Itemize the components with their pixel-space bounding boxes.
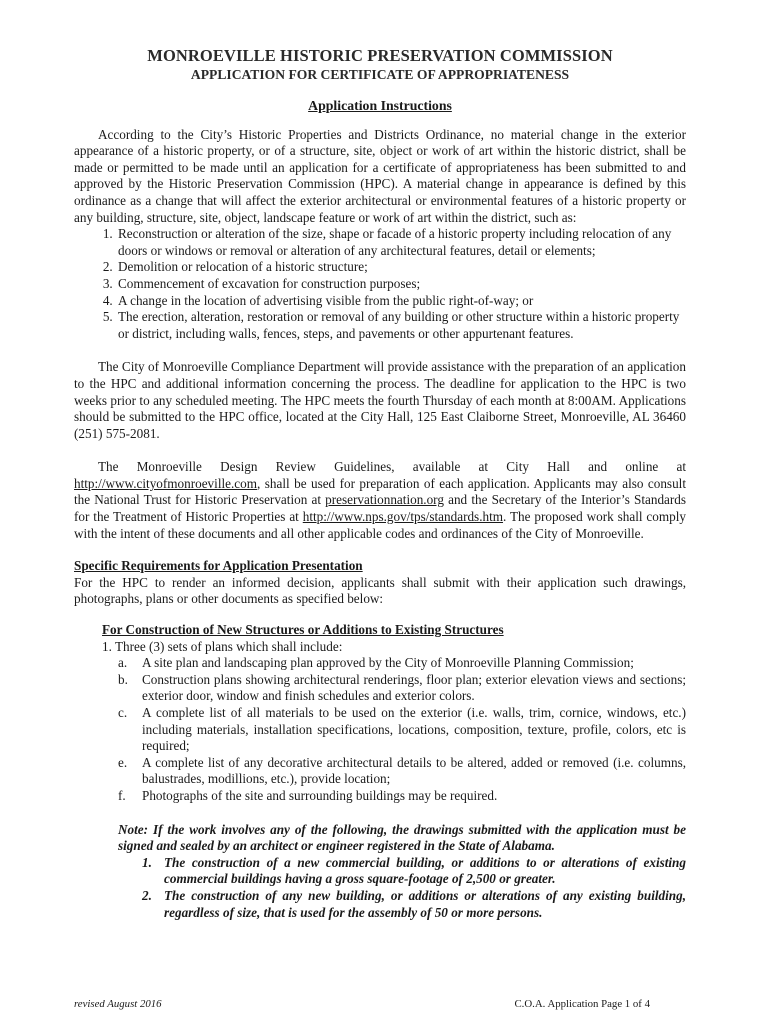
sub-item xyxy=(118,672,686,705)
sub-item-marker: f. xyxy=(118,787,126,803)
plans-line: 1. Three (3) sets of plans which shall include: xyxy=(102,638,343,654)
city-website-link[interactable]: http://www.cityofmonroeville.com xyxy=(74,475,258,491)
sub-item-text: Construction plans showing architectural renderings, floor plan; exterior elevation views and sections; exterior door, window and finish schedules and exterior colors. xyxy=(142,671,686,704)
list-item: 1. Reconstruction or alteration of the size, shape or facade of a historic property including relocation of any doors or windows or removal or alteration of any architectural features, detail or elements; xyxy=(116,226,686,259)
list-item: 4. A change in the location of advertising visible from the public right-of-way; or xyxy=(116,293,686,310)
sub-item-marker: b. xyxy=(118,671,128,687)
sub-item xyxy=(118,655,686,672)
note-item-marker: 1. xyxy=(142,854,152,870)
intro-paragraph: According to the City’s Historic Properties and Districts Ordinance, no material change in the exterior appearance of a historic property, or of a structure, site, object or work of art within the historic district, shall be made or permitted to be made until an application for a certificate of appropriateness has been submitted to and approved by the Historic Preservation Commission (HPC). A material change in appearance is defined by this ordinance as a change that will affect the exterior architectural or environmental features of a historic property or any building, structure, site, object, landscape feature or work of art within the district, such as: xyxy=(74,126,686,225)
nps-standards-link[interactable]: http://www.nps.gov/tps/standards.htm xyxy=(302,509,504,525)
list-item: 5. The erection, alteration, restoration or removal of any building or other structure within a historic property or district, including walls, fences, steps, and pavements or other appurtenant features. xyxy=(116,309,686,342)
sub-item xyxy=(118,788,686,805)
sub-item-marker: a. xyxy=(118,655,128,671)
revision-date: revised August 2016 xyxy=(74,998,162,1010)
note-item-marker: 2. xyxy=(142,887,152,903)
requirements-heading: Specific Requirements for Application Presentation xyxy=(74,558,363,574)
document-subtitle: APPLICATION FOR CERTIFICATE OF APPROPRIATENESS xyxy=(190,67,570,82)
construction-heading: For Construction of New Structures or Additions to Existing Structures xyxy=(102,622,504,638)
guidelines-text: . The proposed work shall comply with the intent of these documents and all other applicable codes and ordinances of the City of Monroeville. xyxy=(74,509,686,541)
list-item: 2. Demolition or relocation of a historic structure; xyxy=(116,259,686,276)
sub-item-marker: e. xyxy=(118,754,128,770)
sub-item xyxy=(118,755,686,788)
guidelines-text: and the Secretary of the Interior’s Standards for the Treatment of Historic Properties at xyxy=(74,492,687,525)
guidelines-text: The Monroeville Design Review Guidelines, available at City Hall and online at xyxy=(98,459,686,475)
page-number: C.O.A. Application Page 1 of 4 xyxy=(514,998,650,1010)
guidelines-text: , shall be used for preparation of each application. Applicants may also consult the National Trust for Historic Preservation at xyxy=(74,475,686,508)
guidelines-paragraph xyxy=(74,459,686,542)
instructions-heading: Application Instructions xyxy=(308,98,452,113)
sub-item-text: A complete list of all materials to be used on the exterior (i.e. walls, trim, cornice, windows, etc.) including materials, installation specifications, locations, composition, texture, profile, colors, etc is required; xyxy=(142,705,686,754)
sub-item-text: A complete list of any decorative architectural details to be altered, added or removed (i.e. columns, balustrades, modillions, etc.), provide location; xyxy=(142,754,686,787)
note-item-text: The construction of a new commercial building, or additions to or alterations of existing commercial buildings having a gross square-footage of 2,500 or greater. xyxy=(164,854,686,887)
sub-item-text: Photographs of the site and surrounding buildings may be required. xyxy=(142,787,498,803)
document-title: MONROEVILLE HISTORIC PRESERVATION COMMISSION xyxy=(147,46,613,65)
note-item xyxy=(142,888,686,921)
compliance-paragraph: The City of Monroeville Compliance Department will provide assistance with the preparation of an application to the HPC and additional information concerning the process. The deadline for application to the HPC is two weeks prior to any scheduled meeting. The HPC meets the fourth Thursday of each month at 8:00AM. Applications should be submitted to the HPC office, located at the City Hall, 125 East Claiborne Street, Monroeville, AL 36460 (251) 575-2081. xyxy=(74,359,686,441)
page-footer xyxy=(74,996,686,1013)
sub-item-text: A site plan and landscaping plan approved by the City of Monroeville Planning Commission; xyxy=(142,655,634,671)
requirements-paragraph: For the HPC to render an informed decision, applicants shall submit with their application such drawings, photographs, plans or other documents as specified below: xyxy=(74,574,686,607)
note-item xyxy=(142,855,686,888)
material-change-list xyxy=(74,226,686,342)
sub-item xyxy=(118,705,686,755)
list-item: 3. Commencement of excavation for construction purposes; xyxy=(116,276,686,293)
note-item-text: The construction of any new building, or additions or alterations of any existing building, regardless of size, that is used for the assembly of 50 or more persons. xyxy=(164,887,686,920)
architect-note: Note: If the work involves any of the following, the drawings submitted with the application must be signed and sealed by an architect or engineer registered in the State of Alabama. xyxy=(118,821,686,854)
sub-item-marker: c. xyxy=(118,705,128,720)
preservation-nation-link[interactable]: preservationnation.org xyxy=(325,492,444,508)
